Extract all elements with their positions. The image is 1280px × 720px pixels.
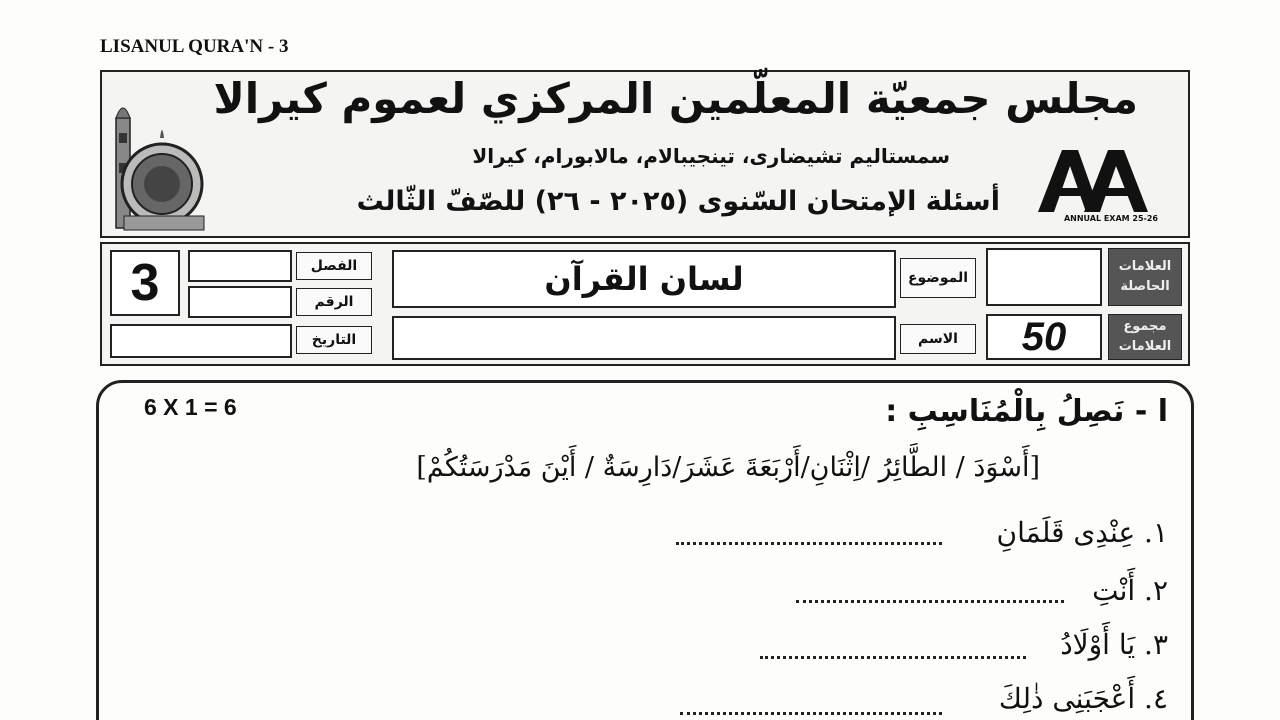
answer-line-4[interactable] [680, 712, 942, 715]
total-marks-label: مجموع العلامات [1108, 314, 1182, 360]
obtained-marks-field[interactable] [986, 248, 1102, 306]
council-title: مجلس جمعيّة المعلّمين المركزي لعموم كيرالا [213, 74, 1138, 123]
total-marks: 50 [986, 314, 1102, 360]
answer-line-1[interactable] [676, 542, 942, 545]
date-label: التاريخ [296, 326, 372, 354]
number-field[interactable] [188, 286, 292, 318]
exam-header [100, 70, 1190, 238]
class-label: الفصل [296, 252, 372, 280]
name-field[interactable] [392, 316, 896, 360]
student-info-table [100, 242, 1190, 366]
answer-line-2[interactable] [796, 600, 1064, 603]
subject-label: الموضوع [900, 258, 976, 298]
council-address: سمستاليم تشيضارى، تينجيبالام، مالابورام، كيرالا [472, 144, 950, 168]
name-label: الاسم [900, 324, 976, 354]
answer-line-3[interactable] [760, 656, 1026, 659]
question-title: ا - نَصِلُ بِالْمُنَاسِبِ : [885, 394, 1168, 429]
obtained-marks-label: العلامات الحاصلة [1108, 248, 1182, 306]
class-field[interactable] [188, 250, 292, 282]
exam-title: أسئلة الإمتحان السّنوى (٢٠٢٥ - ٢٦) للصّفّ الثّالث [356, 186, 1000, 217]
question-item-1: ١. عِنْدِى قَلَمَانِ [996, 516, 1168, 549]
number-label: الرقم [296, 288, 372, 316]
word-bank: [أَسْوَدَ / الطَّائِرُ /اِثْنَانِ/أَرْبَعَةَ عَشَرَ/دَارِسَةٌ / أَيْنَ مَدْرَسَتُكُمْ] [416, 452, 1040, 483]
marks-formula: 6 X 1 = 6 [144, 394, 237, 420]
mosque-emblem-icon [110, 88, 214, 234]
date-field[interactable] [110, 324, 292, 358]
question-item-4: ٤. أَعْجَبَنِى ذٰلِكَ [998, 682, 1168, 715]
question-item-2: ٢. أَنْتِ [1092, 574, 1168, 607]
grade-number: 3 [110, 250, 180, 316]
subject-code: LISANUL QURA'N - 3 [100, 36, 289, 57]
logo-caption: ANNUAL EXAM 25-26 [1063, 214, 1158, 223]
question-box [96, 380, 1194, 720]
question-item-3: ٣. يَا أَوْلَادُ [1060, 628, 1168, 661]
subject-name: لسان القرآن [392, 250, 896, 308]
